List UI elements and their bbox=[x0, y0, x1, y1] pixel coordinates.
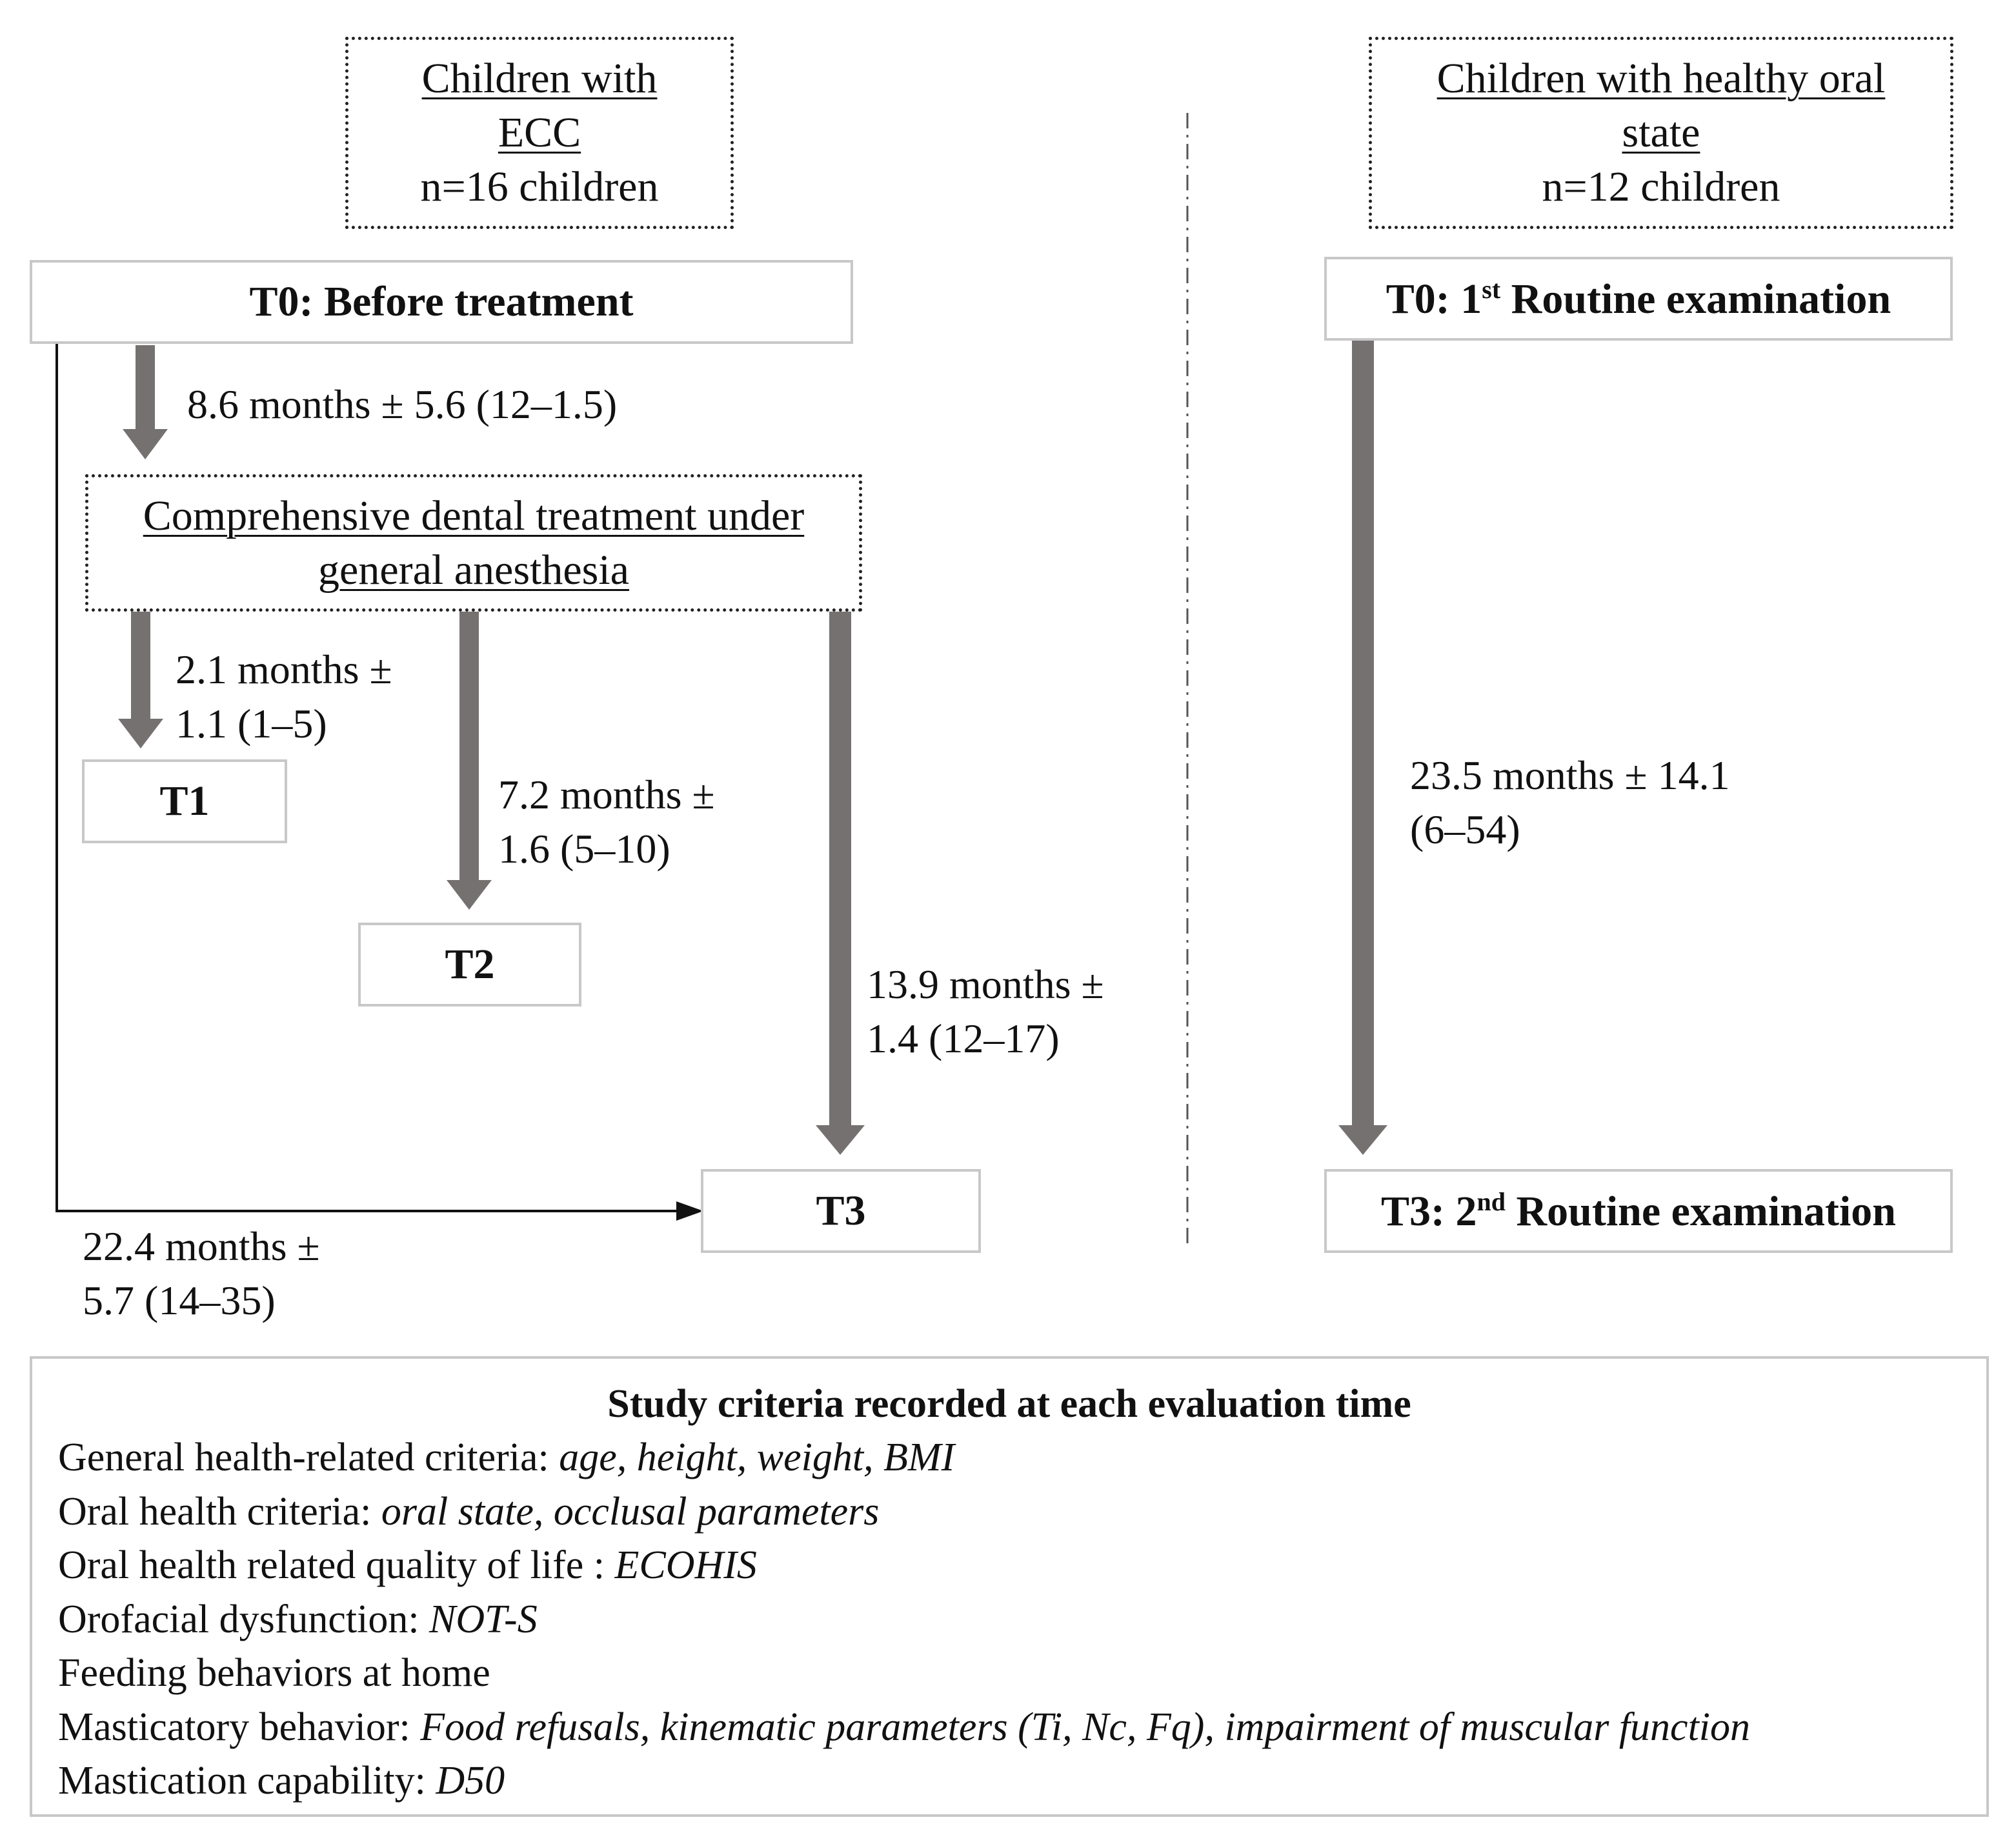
left-group-title-line2: ECC bbox=[498, 109, 581, 156]
arrow-t0-to-treatment bbox=[123, 345, 168, 459]
criteria-title: Study criteria recorded at each evaluation time bbox=[607, 1382, 1411, 1426]
right-group-count: n=12 children bbox=[1542, 163, 1780, 210]
interval-t0-t3: 22.4 months ± 5.7 (14–35) bbox=[83, 1223, 320, 1323]
right-group-box bbox=[1369, 37, 1953, 229]
left-group-title-line1: Children with bbox=[421, 55, 658, 102]
t2-label: T2 bbox=[445, 941, 495, 988]
interval-t1: 2.1 months ± 1.1 (1–5) bbox=[176, 646, 392, 746]
interval-t2: 7.2 months ± 1.6 (5–10) bbox=[498, 772, 715, 872]
criteria-item: General health-related criteria: age, height, weight, BMI bbox=[58, 1436, 955, 1479]
t1-box bbox=[82, 759, 287, 843]
criteria-item: Oral health related quality of life : ECOHIS bbox=[58, 1543, 757, 1587]
arrow-treatment-to-t3 bbox=[816, 609, 865, 1155]
right-group-title-line1: Children with healthy oral bbox=[1436, 55, 1886, 102]
right-t0-box bbox=[1324, 257, 1953, 341]
treatment-line1: Comprehensive dental treatment under bbox=[143, 492, 805, 539]
arrow-treatment-to-t1 bbox=[118, 609, 163, 748]
treatment-box bbox=[85, 474, 862, 612]
treatment-line2: general anesthesia bbox=[318, 546, 629, 594]
left-t0-label: T0: Before treatment bbox=[249, 278, 634, 325]
right-t0-label: T0: 1st Routine examination bbox=[1386, 274, 1891, 323]
right-group-title-line2: state bbox=[1622, 109, 1700, 156]
right-t3-box bbox=[1324, 1169, 1953, 1253]
t1-label: T1 bbox=[159, 777, 210, 825]
left-t0-box bbox=[30, 260, 853, 344]
left-t3-box bbox=[701, 1169, 981, 1253]
left-t3-label: T3 bbox=[816, 1187, 866, 1234]
right-t3-label: T3: 2nd Routine examination bbox=[1380, 1186, 1897, 1235]
criteria-box bbox=[30, 1356, 1989, 1817]
criteria-item: Orofacial dysfunction: NOT-S bbox=[58, 1597, 538, 1641]
arrow-treatment-to-t2 bbox=[447, 609, 492, 910]
t2-box bbox=[358, 923, 581, 1006]
interval-t0-treatment: 8.6 months ± 5.6 (12–1.5) bbox=[187, 381, 618, 427]
arrow-right-t0-to-t3 bbox=[1338, 341, 1387, 1155]
criteria-item: Feeding behaviors at home bbox=[58, 1651, 490, 1695]
left-group-box bbox=[345, 37, 734, 229]
criteria-item: Masticatory behavior: Food refusals, kinematic parameters (Ti, Nc, Fq), impairment of muscular function bbox=[58, 1705, 1751, 1749]
criteria-item: Oral health criteria: oral state, occlusal parameters bbox=[58, 1489, 880, 1534]
criteria-list bbox=[58, 1431, 1961, 1808]
criteria-item: Mastication capability: D50 bbox=[58, 1759, 505, 1803]
left-group-count: n=16 children bbox=[420, 163, 659, 210]
interval-t3: 13.9 months ± 1.4 (12–17) bbox=[867, 961, 1104, 1061]
interval-right: 23.5 months ± 14.1 (6–54) bbox=[1410, 752, 1730, 852]
